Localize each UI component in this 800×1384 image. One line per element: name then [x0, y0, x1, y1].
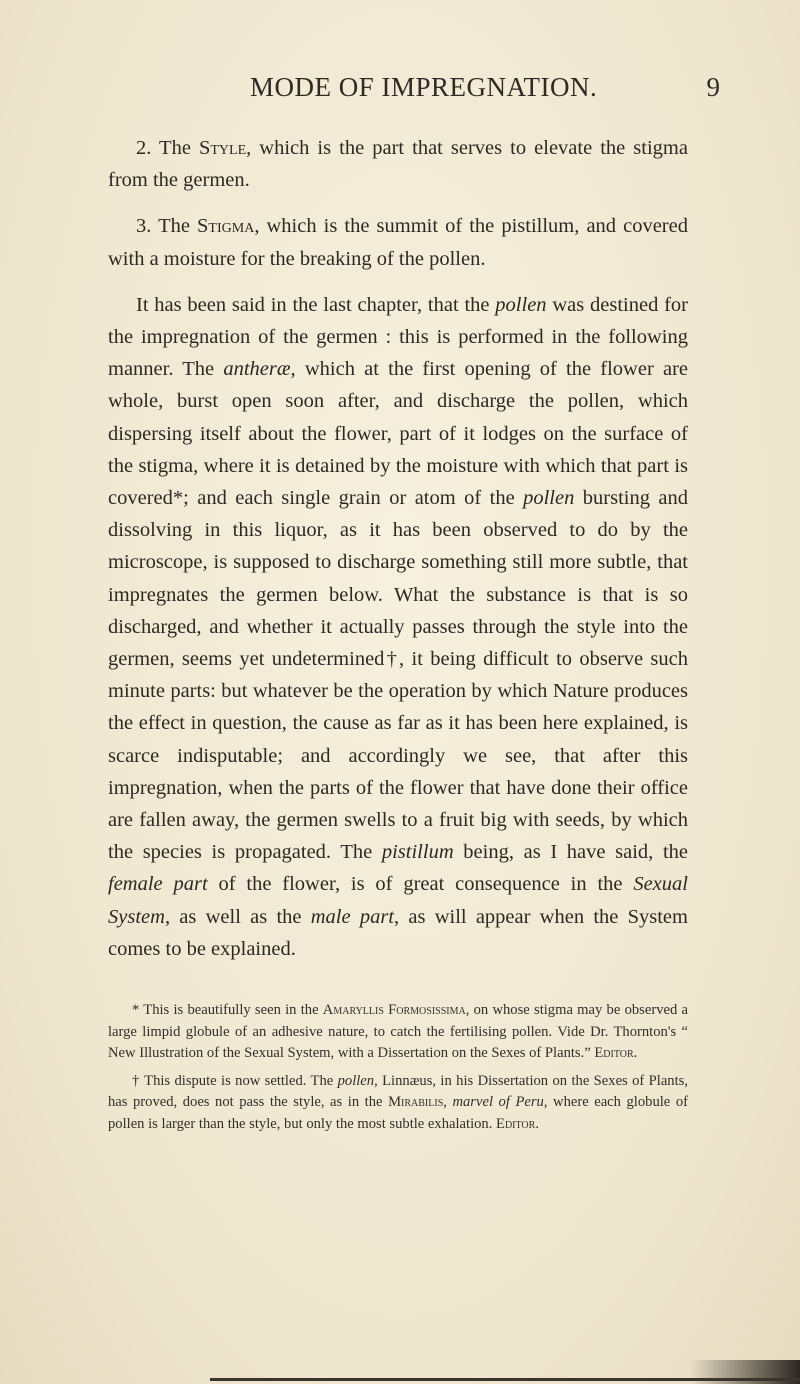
text-run: It has been said in the last chapter, that the — [136, 293, 496, 316]
item-text: , which is the summit of the pistillum, and covered with a moisture for the breaking of the pollen. — [108, 215, 688, 270]
item-number: 3. The — [136, 215, 198, 238]
page-bottom-edge — [210, 1378, 800, 1381]
editor-mark: Editor. — [496, 1115, 539, 1132]
italic-term: pistillum — [381, 841, 454, 864]
text-run: , where each globule of pollen is larger than the style, but only the most subtle exhalation. — [108, 1094, 688, 1132]
item-text: , which is the part that serves to elevate the stigma from the germen. — [108, 137, 688, 192]
footnote-2 — [108, 1071, 688, 1136]
item-term: Style — [198, 137, 247, 159]
body-text — [108, 132, 688, 965]
text-run: , which at the first opening of the flower are whole, burst open soon after, and discharge the pollen, which dispersing itself about the flower, part of it lodges on the surface of the stigma, where it is detained by the moisture with which that part is covered*; and each single grain or atom of the — [108, 358, 688, 510]
running-title: MODE OF IMPREGNATION. — [250, 72, 598, 102]
italic-term: Sexual System — [108, 873, 688, 928]
item-number: 2. The — [136, 137, 199, 159]
italic-term: pollen — [337, 1072, 375, 1089]
text-run: , Linnæus, in his Dissertation on the Sexes of Plants, has proved, does not pass the style, as in the — [108, 1072, 688, 1110]
text-run: was destined for the impregnation of the germen : this is performed in the following manner. The — [108, 293, 689, 381]
list-item-stigma — [108, 210, 688, 274]
main-paragraph — [108, 289, 688, 965]
text-run: , as well as the — [164, 905, 311, 928]
page-number: 9 — [706, 72, 720, 102]
list-item-style — [108, 132, 688, 196]
footnotes — [108, 1000, 688, 1141]
text-run: bursting and dissolving in this liquor, as it has been observed to do by the microscope, is supposed to discharge something still more subtle, that impregnates the germen below. What the substance is that is so discharged, and whether it actually passes through the style into the germen, seems yet undetermined†, it being difficult to observe such minute parts: but whatever be the operation by which Nature produces the effect in question, the cause as far as it has been here explained, is scarce indisputable; and accordingly we see, that after this impregnation, when the parts of the flower that have done their office are fallen away, the germen swells to a fruit big with seeds, by which the species is propagated. The — [108, 487, 688, 864]
item-term: Stigma — [197, 215, 255, 238]
italic-term: marvel of Peru — [452, 1094, 544, 1110]
text-run: , on whose stigma may be observed a large limpid globule of an adhesive nature, to catch the fertilising pollen. Vide Dr. Thornton's “ New Illustration of the Sexual System, with a Dissertation on the Sexes of Plants.” — [108, 1002, 688, 1061]
italic-term: female part — [108, 873, 208, 896]
text-run: † This dispute is now settled. The — [132, 1072, 338, 1089]
page-header — [120, 72, 720, 112]
species-name: Mirabilis — [388, 1094, 444, 1110]
italic-term: pollen — [523, 487, 575, 510]
editor-mark: Editor. — [594, 1045, 638, 1061]
text-run: being, as I have said, the — [453, 841, 688, 864]
footnote-1 — [108, 1000, 688, 1065]
text-run: , — [443, 1094, 453, 1110]
italic-term: pollen — [495, 293, 547, 316]
text-run: , as will appear when the System comes to be explained. — [108, 905, 688, 960]
text-run: * This is beautifully seen in the — [132, 1002, 323, 1018]
italic-term: male part — [310, 905, 395, 928]
species-name: Amaryllis Formosissima — [322, 1002, 466, 1018]
text-run: of the flower, is of great consequence in the — [207, 873, 634, 896]
italic-term: antheræ — [223, 358, 291, 381]
